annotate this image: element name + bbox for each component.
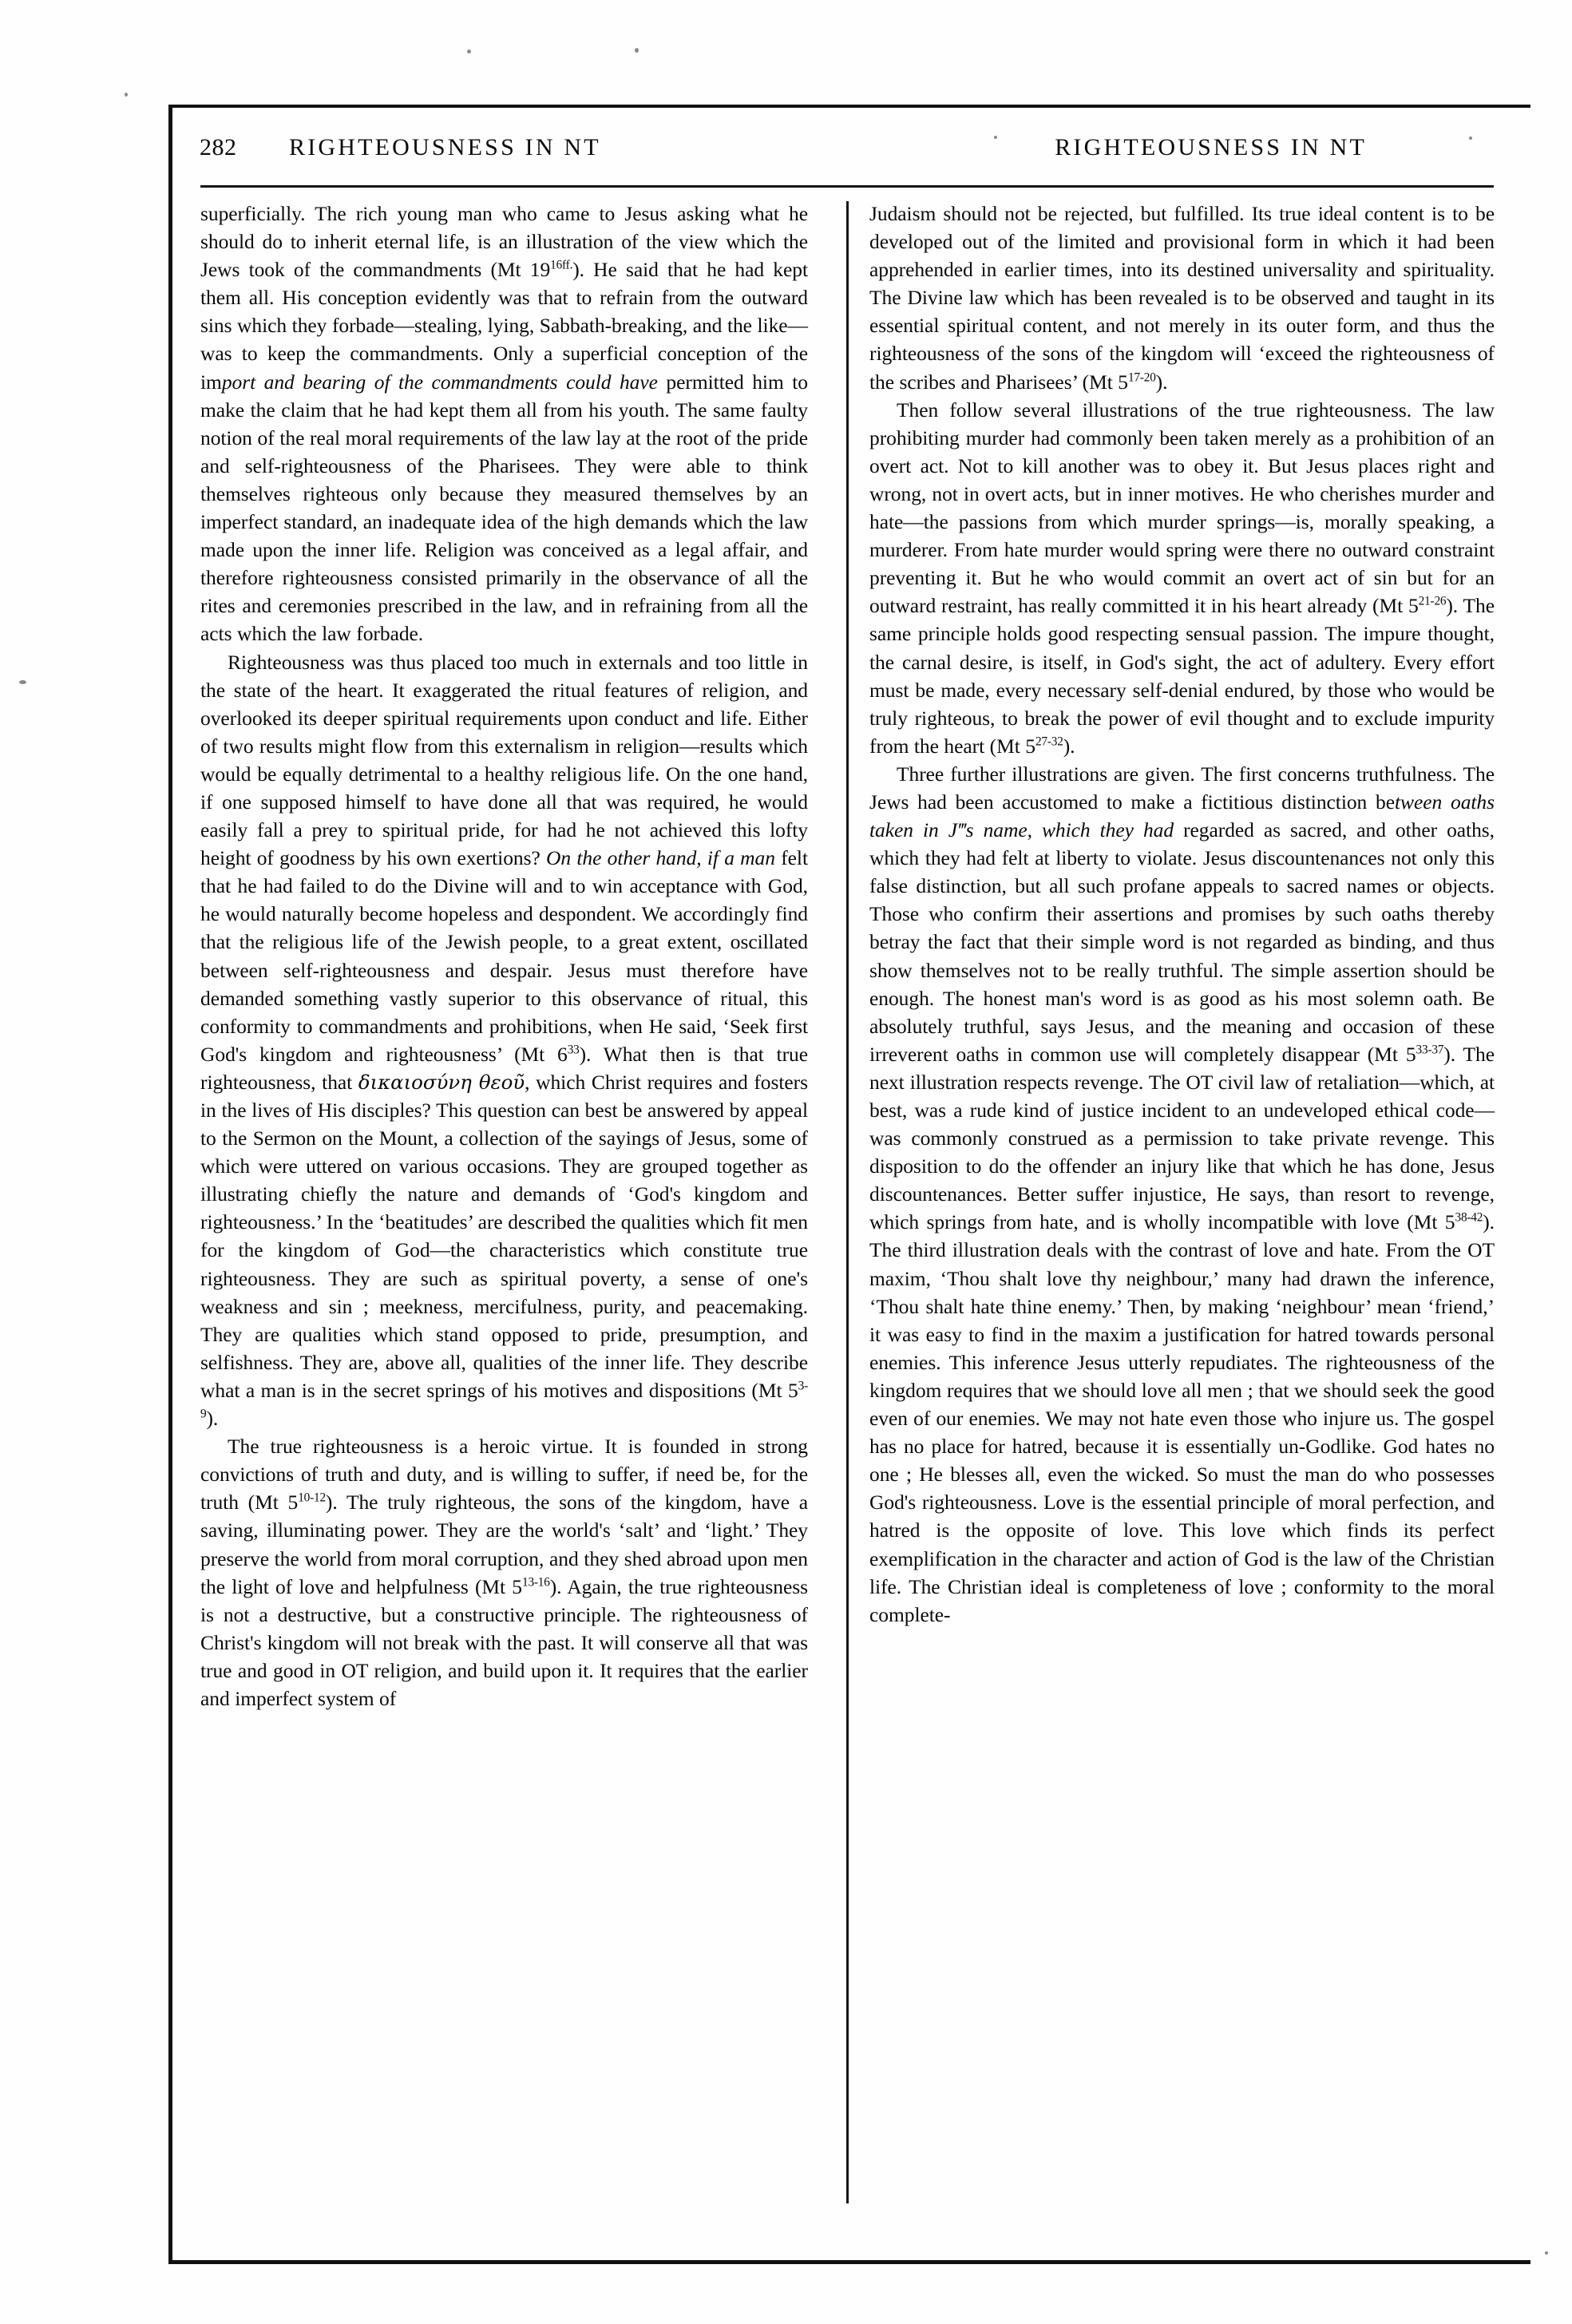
body-text-run: ). What then is that true righteousness, that — [200, 1042, 808, 1094]
body-text-run: The true righteousness is a heroic virtue. It is founded in strong convictions of truth and duty, and is willing to suffer, if need be, for the truth (Mt 5 — [200, 1435, 808, 1514]
scan-speck — [467, 49, 471, 53]
scripture-verse-reference: 27-32 — [1035, 734, 1063, 749]
scripture-verse-reference: 21-26 — [1418, 594, 1447, 608]
column-right — [866, 200, 1495, 2211]
scripture-verse-reference: 3-9 — [200, 1379, 808, 1421]
emphasis-text: port and bearing of the commandments could have — [221, 370, 658, 394]
body-paragraph — [200, 200, 808, 648]
scan-speck — [1545, 2251, 1548, 2255]
body-text-run: Righteousness was thus placed too much in externals and too little in the state of the heart. It exaggerated the ritual features of religion, and overlooked its deeper spiritual requirements upon conduct and life. Either of two results might flow from this externalism in religion—results which would be equally detrimental to a healthy religious life. On the one hand, if one supposed himself to have done all that was required, he would easily fall a prey to spiritual pride, for had he not achieved this lofty height of goodness by his own exertions? — [200, 650, 808, 870]
body-text-run: Then follow several illustrations of the true righteousness. The law prohibiting murder had commonly been taken merely as a prohibition of an overt act. Not to kill another was to obey it. But Jesus places right and wrong, not in overt acts, but in inner motives. He who cherishes murder and hate—the passions from which murder springs—is, morally speaking, a murderer. From hate murder would spring were there no outward constraint preventing it. But he who would commit an overt act of sin but for an outward restraint, has really committed it in his heart already (Mt 5 — [869, 398, 1495, 618]
scripture-verse-reference: 10-12 — [298, 1491, 326, 1505]
scripture-verse-reference: 17-20 — [1127, 370, 1156, 385]
body-text-run: Three further illustrations are given. The first concerns truthfulness. The Jews had been accustomed to make a fictitious distinction be — [869, 762, 1495, 814]
running-head-title-left: RIGHTEOUSNESS IN NT — [289, 134, 601, 160]
scripture-verse-reference: 38-42 — [1455, 1210, 1483, 1225]
body-paragraph — [200, 648, 808, 1433]
scan-speck — [125, 93, 128, 97]
scripture-verse-reference: 33-37 — [1416, 1043, 1444, 1057]
body-text-run: ). He said that he had kept them all. His conception evidently was that to refrain from the outward sins which they forbade—stealing, lying, Sabbath-breaking, and the like—was to keep the commandments. Only a superficial conception of the im — [200, 258, 808, 394]
body-text-run: ). Again, the true righteousness is not a destructive, but a constructive principle. The righteousness of Christ's kingdom will not break with the past. It will conserve all that was true and good in OT religion, and build upon it. It requires that the earlier and imperfect system of — [200, 1574, 808, 1710]
body-paragraph — [869, 200, 1495, 396]
scripture-verse-reference: 16ff. — [550, 258, 573, 272]
body-text-run: felt that he had failed to do the Divine will and to win acceptance with God, he would naturally become hopeless and despondent. We accordingly find that the religious life of the Jewish people, to a great extent, oscillated between self-righteousness and despair. Jesus must therefore have demanded something vastly superior to this observance of ritual, this conformity to commandments and prohibitions, when He said, ‘Seek first God's kingdom and righteousness’ (Mt 6 — [200, 846, 808, 1066]
text-body-columns — [200, 200, 1495, 2211]
body-paragraph — [869, 396, 1495, 760]
scan-speck — [635, 48, 639, 53]
emphasis-text: tween oaths taken in J‴s name, which they had — [869, 790, 1495, 842]
body-text-run: ). The truly righteous, the sons of the kingdom, have a saving, illuminating power. They are the world's ‘salt’ and ‘light.’ They preserve the world from moral corruption, and they shed abroad upon men the light of love and helpfulness (Mt 5 — [200, 1491, 808, 1598]
scan-speck — [19, 680, 26, 684]
body-text-run: ). — [1063, 734, 1075, 758]
body-text-run: ). The next illustration respects revenge. The OT civil law of retaliation—which, at best, was a rude kind of justice incident to an undeveloped ethical code—was commonly construed as a permission to take private revenge. This disposition to do the offender an injury like that which he has done, Jesus discountenances. Better suffer injustice, He says, than resort to revenge, which springs from hate, and is wholly incompatible with love (Mt 5 — [869, 1042, 1495, 1234]
body-text-run: ). The third illustration deals with the contrast of love and hate. From the OT maxim, ‘Thou shalt love thy neighbour,’ many had drawn the inference, ‘Thou shalt hate thine enemy.’ Then, by making ‘neighbour’ mean ‘friend,’ it was easy to find in the maxim a justification for hatred towards personal enemies. This inference Jesus utterly repudiates. The righteousness of the kingdom requires that we should love all men ; that we should seek the good even of our enemies. We may not hate even those who injure us. The gospel has no place for hatred, because it is essentially un-Godlike. God hates no one ; He blesses all, even the wicked. So must the man do who possesses God's righteousness. Love is the essential principle of moral perfection, and hatred is the opposite of love. This love which finds its perfect exemplification in the character and action of God is the law of the Christian life. The Christian ideal is completeness of love ; conformity to the moral complete- — [869, 1210, 1495, 1626]
scan-speck — [994, 136, 997, 139]
scripture-verse-reference: 33 — [567, 1043, 580, 1057]
body-text-run: Judaism should not be rejected, but fulfilled. Its true ideal content is to be developed out of the limited and provisional form in which it had been apprehended in earlier times, into its destined universality and spirituality. The Divine law which has been revealed is to be observed and taught in its essential spiritual content, and not merely in its outer form, and thus the righteousness of the sons of the kingdom will ‘exceed the righteousness of the scribes and Pharisees’ (Mt 5 — [869, 202, 1495, 394]
body-text-run: permitted him to make the claim that he had kept them all from his youth. The same faulty notion of the real moral requirements of the law lay at the root of the pride and self-righteousness of the Pharisees. They were able to think themselves righteous only because they measured themselves by an imperfect standard, an inadequate idea of the high demands which the law made upon the inner life. Religion was conceived as a legal affair, and therefore righteousness consisted primarily in the observance of all the rites and ceremonies prescribed in the law, and in refraining from all the acts which the law forbade. — [200, 370, 808, 646]
running-head-title-right: RIGHTEOUSNESS IN NT — [1055, 134, 1367, 160]
body-text-run: regarded as sacred, and other oaths, which they had felt at liberty to violate. Jesus discountenances not only this false distinction, but all such profane appeals to sacred names or objects. Those who confirm their assertions and promises by such oaths thereby betray the fact that their simple word is not regarded as binding, and thus show themselves not to be really truthful. The simple assertion should be enough. The honest man's word is as good as his most solemn oath. Be absolutely truthful, says Jesus, and the meaning and occasion of these irreverent oaths in common use will completely disappear (Mt 5 — [869, 818, 1495, 1066]
scan-speck — [1469, 137, 1472, 140]
running-head — [200, 134, 1509, 172]
body-text-run: ). — [1155, 370, 1168, 394]
body-paragraph — [200, 1432, 808, 1712]
body-text-run: ). — [206, 1407, 219, 1431]
body-text-run: superficially. The rich young man who came to Jesus asking what he should do to inherit eternal life, is an illustration of the view which the Jews took of the commandments (Mt 19 — [200, 202, 808, 282]
column-left — [200, 200, 829, 2211]
body-text-run: , which Christ requires and fosters in the lives of His disciples? This question can best be answered by appeal to the Sermon on the Mount, a collection of the sayings of Jesus, some of which were uttered on various occasions. They are grouped together as illustrating chiefly the nature and demands of ‘God's kingdom and righteousness.’ In the ‘beatitudes’ are described the qualities which fit men for the kingdom of God—the characteristics which constitute true righteousness. They are such as spiritual poverty, a sense of one's weakness and sin ; meekness, mercifulness, purity, and peacemaking. They are qualities which stand opposed to pride, presumption, and selfishness. They are, above all, qualities of the inner life. They describe what a man is in the secret springs of his motives and dispositions (Mt 5 — [200, 1070, 809, 1402]
body-text-run: ). The same principle holds good respecting sensual passion. The impure thought, the carnal desire, is itself, in God's sight, the act of adultery. Every effort must be made, every necessary self-denial endured, by those who would be truly righteous, to break the power of evil thought and to exclude impurity from the heart (Mt 5 — [869, 594, 1495, 758]
column-divider-rule — [846, 201, 849, 2203]
header-rule — [200, 185, 1494, 188]
page-number: 282 — [200, 134, 237, 160]
greek-term: δικαιοσύνη θεοῦ — [358, 1070, 525, 1094]
body-paragraph — [869, 760, 1495, 1629]
scripture-verse-reference: 13-16 — [522, 1575, 550, 1590]
emphasis-text: On the other hand, if a man — [546, 846, 775, 870]
